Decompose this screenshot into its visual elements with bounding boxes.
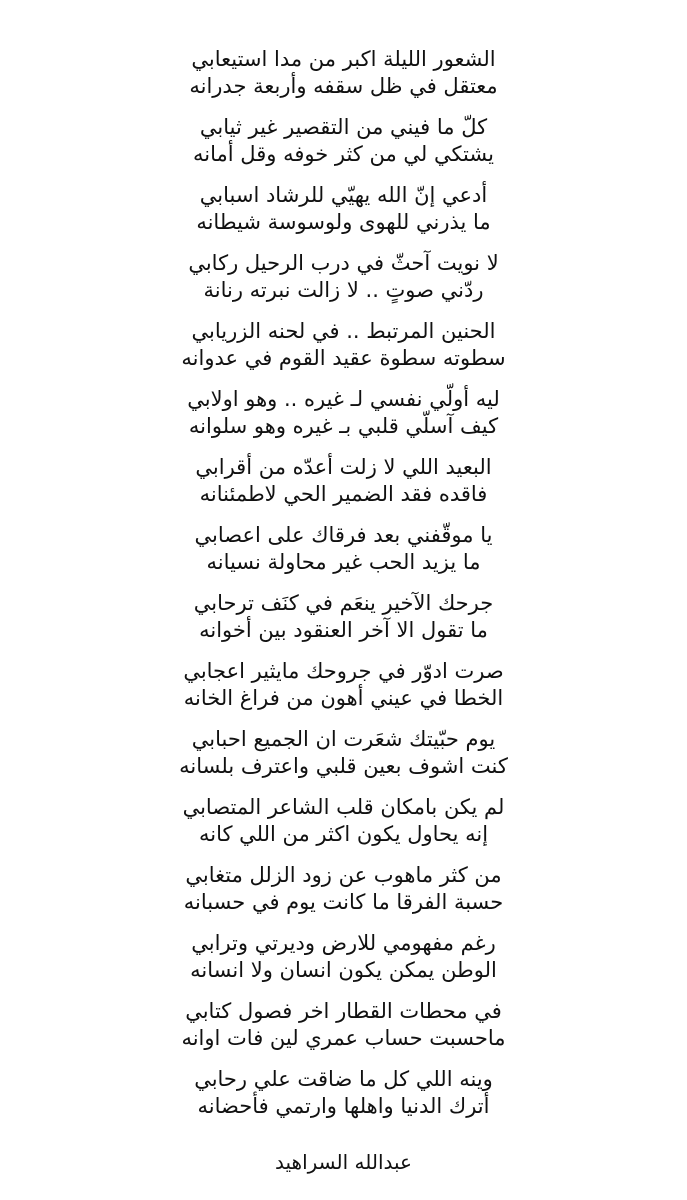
verse-second-half: كنت اشوف بعين قلبي واعترف بلسانه [179, 754, 508, 778]
verse-first-half: صرت ادوّر في جروحك مايثير اعجابي [183, 659, 504, 683]
stanza [0, 454, 687, 522]
stanza [0, 726, 687, 794]
verse-first-half: كلّ ما فيني من التقصير غير ثيابي [199, 115, 488, 139]
verse-first-half: الحنين المرتبط .. في لحنه الزريابي [191, 319, 496, 343]
stanza [0, 590, 687, 658]
verse-first-half: جرحك الآخير ينعَم في كنَف ترحابي [193, 591, 494, 615]
verse-second-half: ماحسبت حساب عمري لين فات اوانه [181, 1026, 506, 1050]
verse-first-half: الشعور الليلة اكبر من مدا استيعابي [191, 47, 496, 71]
verse-first-half: لا نويت آحثّ في درب الرحيل ركابي [188, 251, 499, 275]
verse-first-half: ليه أولّي نفسي لـ غيره .. وهو اولابي [187, 387, 500, 411]
verse-second-half: الخطا في عيني أهون من فراغ الخانه [183, 686, 504, 710]
stanza [0, 250, 687, 318]
verse-second-half: حسبة الفرقا ما كانت يوم في حسبانه [183, 890, 504, 914]
stanza [0, 930, 687, 998]
verse-first-half: وينه اللي كل ما ضاقت علي رحابي [194, 1067, 493, 1091]
verse-second-half: ردّني صوتٍ .. لا زالت نبرته رنانة [203, 278, 484, 302]
verse-second-half: يشتكي لي من كثر خوفه وقل أمانه [193, 142, 494, 166]
verse-second-half: ما يزيد الحب غير محاولة نسيانه [206, 550, 481, 574]
verse-first-half: أدعي إنّ الله يهيّي للرشاد اسبابي [199, 183, 488, 207]
poem [0, 46, 687, 1134]
stanza [0, 182, 687, 250]
stanza [0, 794, 687, 862]
verse-first-half: من كثر ماهوب عن زود الزلل متغابي [185, 863, 502, 887]
stanza [0, 318, 687, 386]
verse-second-half: معتقل في ظل سقفه وأربعة جدرانه [189, 74, 498, 98]
verse-second-half: فاقده فقد الضمير الحي لاطمئنانه [199, 482, 488, 506]
verse-first-half: لم يكن بامكان قلب الشاعر المتصابي [182, 795, 505, 819]
stanza [0, 386, 687, 454]
verse-second-half: ما يذرني للهوى ولوسوسة شيطانه [196, 210, 491, 234]
stanza [0, 522, 687, 590]
verse-first-half: رغم مفهومي للارض وديرتي وترابي [191, 931, 496, 955]
verse-first-half: البعيد اللي لا زلت أعدّه من أقرابي [195, 455, 492, 479]
verse-second-half: كيف آسلّي قلبي بـ غيره وهو سلوانه [188, 414, 499, 438]
verse-second-half: أترك الدنيا واهلها وارتمي فأحضانه [197, 1094, 490, 1118]
stanza [0, 114, 687, 182]
stanza [0, 46, 687, 114]
stanza [0, 658, 687, 726]
verse-second-half: سطوته سطوة عقيد القوم في عدوانه [181, 346, 506, 370]
poet-signature: عبدالله السراهيد [275, 1150, 412, 1174]
verse-second-half: إنه يحاول يكون اكثر من اللي كانه [198, 822, 489, 846]
verse-first-half: يا موقّفني بعد فرقاك على اعصابي [194, 523, 493, 547]
verse-first-half: يوم حبّيتك شعَرت ان الجميع احبابي [191, 727, 496, 751]
verse-second-half: ما تقول الا آخر العنقود بين أخوانه [199, 618, 488, 642]
verse-second-half: الوطن يمكن يكون انسان ولا انسانه [190, 958, 497, 982]
stanza [0, 1066, 687, 1134]
stanza [0, 862, 687, 930]
verse-first-half: في محطات القطار اخر فصول كتابي [185, 999, 502, 1023]
stanza [0, 998, 687, 1066]
